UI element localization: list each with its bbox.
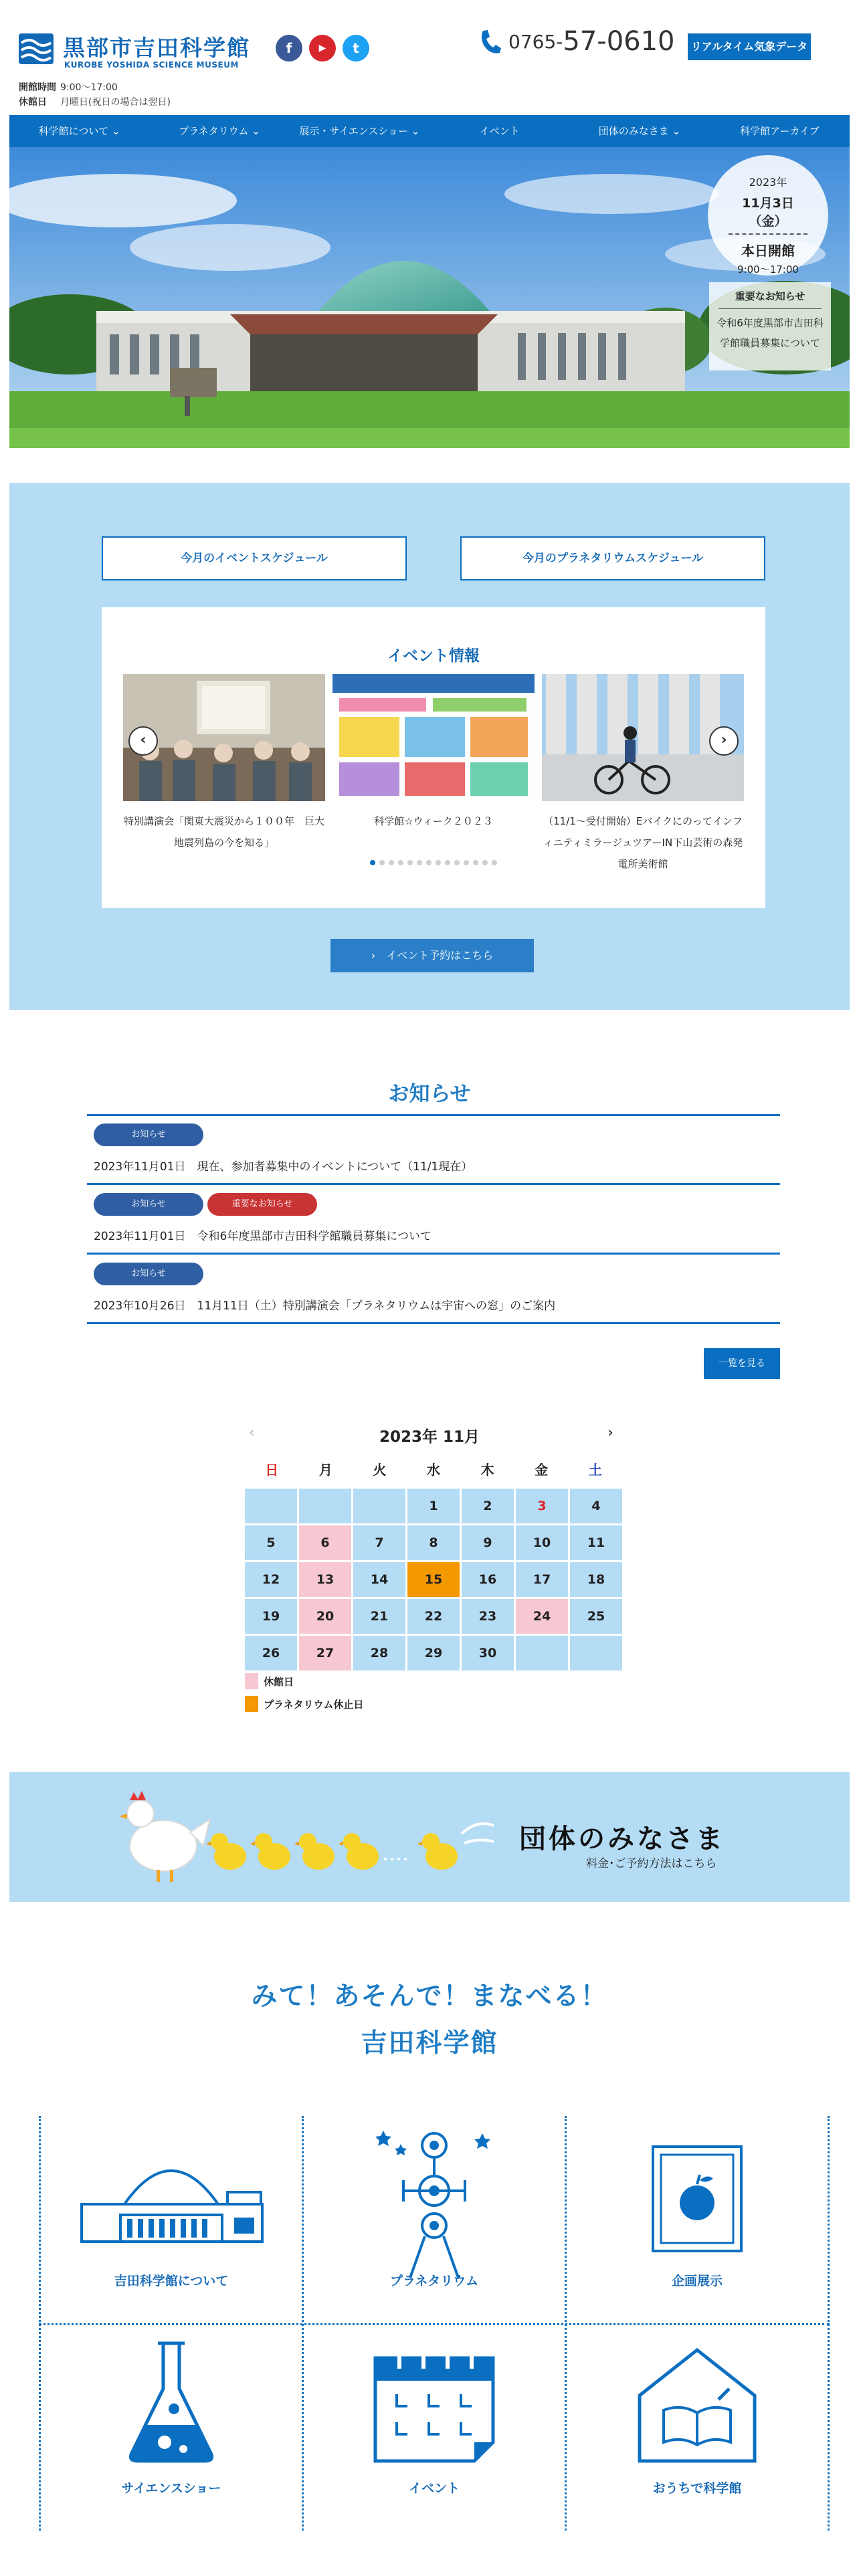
tile-label: 企画展示 <box>671 2274 723 2288</box>
news-text: 2023年11月01日 現在、参加者募集中のイベントについて（11/1現在） <box>94 1160 473 1174</box>
news-text: 2023年11月01日 令和6年度黒部市吉田科学館職員募集について <box>94 1230 432 1243</box>
legend-plan-label: プラネタリウム休止日 <box>264 1698 364 1711</box>
calendar-day: 27 <box>299 1636 351 1671</box>
museum-icon <box>40 2117 302 2322</box>
carousel-dot[interactable] <box>398 860 403 865</box>
tile-label: プラネタリウム <box>389 2274 479 2288</box>
nav-about[interactable]: 科学館について ⌄ <box>38 125 120 137</box>
legend-closed-swatch <box>245 1673 258 1689</box>
news-tags <box>94 1193 317 1216</box>
calendar-title: 2023年 11月 <box>379 1428 480 1446</box>
news-item[interactable] <box>87 1185 780 1255</box>
notice-title: 重要なお知らせ <box>719 289 822 309</box>
news-more-button[interactable]: 一覧を見る <box>704 1348 780 1379</box>
carousel-dot[interactable] <box>464 860 469 865</box>
facebook-icon[interactable]: f <box>276 35 302 62</box>
calendar-day: 30 <box>462 1636 514 1671</box>
calendar-day: 26 <box>245 1636 297 1671</box>
news-tag: お知らせ <box>94 1263 203 1285</box>
calendar-day <box>245 1489 297 1523</box>
calendar-day: 24 <box>516 1599 568 1634</box>
closed-value: 月曜日(祝日の場合は翌日) <box>60 97 171 108</box>
calendar-weekdays <box>245 1458 622 1482</box>
group-banner[interactable] <box>9 1772 850 1902</box>
calendar-day: 18 <box>570 1562 622 1597</box>
calendar-day: 14 <box>353 1562 405 1597</box>
event-section-title: イベント情報 <box>387 647 480 665</box>
carousel-dot[interactable] <box>417 860 422 865</box>
tile-label: おうちで科学館 <box>652 2481 742 2496</box>
calendar-day: 19 <box>245 1599 297 1634</box>
legend-closed-label: 休館日 <box>264 1675 294 1688</box>
carousel-pagination <box>102 860 765 865</box>
news-item[interactable] <box>87 1115 780 1185</box>
calendar-day: 13 <box>299 1562 351 1597</box>
calendar-day: 11 <box>570 1525 622 1560</box>
calendar-weekday: 月 <box>318 1462 332 1478</box>
calendar-day: 10 <box>516 1525 568 1560</box>
calendar-weekday: 水 <box>427 1462 441 1478</box>
event-carousel <box>102 607 765 908</box>
slogan-line-2: 吉田科学館 <box>361 2028 498 2058</box>
calendar-prev-button[interactable]: ‹ <box>249 1424 255 1441</box>
calendar-next-button[interactable]: › <box>607 1424 613 1441</box>
group-subtitle: 料金･ご予約方法はこちら <box>586 1857 717 1870</box>
flask-icon <box>40 2325 302 2529</box>
phone-icon <box>479 28 502 55</box>
tile-events[interactable] <box>303 2325 565 2529</box>
calendar-day: 12 <box>245 1562 297 1597</box>
phone-number: 57-0610 <box>563 26 675 57</box>
phone-area-code: 0765- <box>508 30 563 53</box>
event-image <box>332 674 535 801</box>
legend-planetarium <box>245 1696 363 1712</box>
calendar-weekday: 火 <box>373 1462 387 1478</box>
calendar-day: 4 <box>570 1489 622 1523</box>
calendar-day: 28 <box>353 1636 405 1671</box>
calendar-day: 23 <box>462 1599 514 1634</box>
calendar-grid <box>245 1489 622 1671</box>
news-item[interactable] <box>87 1255 780 1324</box>
carousel-dot[interactable] <box>389 860 394 865</box>
carousel-dot[interactable] <box>426 860 432 865</box>
carousel-next-button[interactable]: › <box>709 726 739 756</box>
tile-exhibition[interactable] <box>566 2117 828 2322</box>
carousel-dot[interactable] <box>370 860 375 865</box>
badge-date: 11月3日（金） <box>729 193 807 235</box>
calendar-weekday: 日 <box>265 1462 279 1478</box>
calendar-day: 29 <box>407 1636 460 1671</box>
house-book-icon <box>566 2325 828 2529</box>
youtube-icon[interactable]: ▶ <box>309 35 336 62</box>
calendar-icon <box>303 2325 565 2529</box>
badge-time: 9:00〜17:00 <box>737 263 799 276</box>
event-booking-button[interactable]: › イベント予約はこちら <box>330 939 534 972</box>
important-notice-box <box>709 282 831 370</box>
calendar-day <box>299 1489 351 1523</box>
carousel-dot[interactable] <box>482 860 488 865</box>
nav-exhibits[interactable]: 展示・サイエンスショー ⌄ <box>299 125 420 137</box>
logo-wave-icon <box>19 31 55 67</box>
calendar-day: 17 <box>516 1562 568 1597</box>
badge-year: 2023年 <box>749 176 787 189</box>
nav-planetarium[interactable]: プラネタリウム ⌄ <box>179 125 260 137</box>
carousel-dot[interactable] <box>436 860 441 865</box>
tile-home-science[interactable] <box>566 2325 828 2529</box>
calendar-day: 3 <box>516 1489 568 1523</box>
calendar-day: 6 <box>299 1525 351 1560</box>
carousel-dot[interactable] <box>379 860 385 865</box>
site-logo[interactable] <box>19 31 266 70</box>
site-header <box>0 0 859 115</box>
carousel-dot[interactable] <box>473 860 478 865</box>
calendar-day: 20 <box>299 1599 351 1634</box>
weather-data-button[interactable]: リアルタイム気象データ <box>688 33 811 60</box>
calendar-weekday: 土 <box>588 1462 602 1478</box>
opening-info <box>19 80 171 110</box>
calendar-day: 25 <box>570 1599 622 1634</box>
news-tag: お知らせ <box>94 1123 203 1146</box>
calendar-day: 16 <box>462 1562 514 1597</box>
tile-planetarium[interactable] <box>303 2117 565 2322</box>
calendar-day: 8 <box>407 1525 460 1560</box>
event-schedule-button[interactable]: 今月のイベントスケジュール <box>102 536 407 580</box>
calendar-day: 15 <box>407 1562 460 1597</box>
event-caption: 特別講演会「関東大震災から１００年 巨大地震列島の今を知る」 <box>123 815 324 849</box>
carousel-dot[interactable] <box>445 860 450 865</box>
apple-frame-icon <box>566 2117 828 2322</box>
calendar-day: 5 <box>245 1525 297 1560</box>
tile-science-show[interactable] <box>40 2325 302 2529</box>
calendar-day: 22 <box>407 1599 460 1634</box>
hours-value: 9:00～17:00 <box>60 82 118 93</box>
news-tag: お知らせ <box>94 1193 203 1216</box>
calendar-day <box>570 1636 622 1671</box>
nav-events[interactable]: イベント <box>479 125 520 137</box>
news-tags <box>94 1263 203 1285</box>
group-title: 団体のみなさま <box>519 1824 725 1854</box>
news-tags <box>94 1123 203 1146</box>
twitter-icon[interactable]: t <box>343 35 369 62</box>
slogan-line-1: みて！あそんで！まなべる！ <box>251 1981 608 2012</box>
event-caption: 科学館☆ウィーク２０２３ <box>374 815 493 827</box>
calendar-weekday: 木 <box>480 1462 494 1478</box>
event-card[interactable] <box>542 674 744 875</box>
carousel-dot[interactable] <box>492 860 497 865</box>
calendar-day <box>353 1489 405 1523</box>
tile-label: 吉田科学館について <box>114 2274 229 2288</box>
legend-plan-swatch <box>245 1696 258 1712</box>
tile-label: イベント <box>408 2481 460 2496</box>
nav-groups[interactable]: 団体のみなさま ⌄ <box>598 125 681 137</box>
news-tag-important: 重要なお知らせ <box>207 1193 317 1216</box>
calendar-day: 1 <box>407 1489 460 1523</box>
calendar-day: 9 <box>462 1525 514 1560</box>
planetarium-schedule-button[interactable]: 今月のプラネタリウムスケジュール <box>460 536 765 580</box>
calendar-day: 21 <box>353 1599 405 1634</box>
news-text: 2023年10月26日 11月11日（土）特別講演会「プラネタリウムは宇宙への窓」のご案内 <box>94 1299 556 1313</box>
hours-label: 開館時間 <box>19 82 56 93</box>
event-card[interactable] <box>123 674 325 853</box>
main-nav <box>9 115 850 147</box>
closed-label: 休館日 <box>19 97 47 108</box>
carousel-prev-button[interactable]: ‹ <box>128 726 158 756</box>
logo-title: 黒部市吉田科学館 <box>63 35 250 61</box>
open-status-badge <box>708 155 828 276</box>
legend-closed <box>245 1673 294 1689</box>
nav-archive[interactable]: 科学館アーカイブ <box>740 125 820 137</box>
calendar-day <box>516 1636 568 1671</box>
carousel-dot[interactable] <box>454 860 460 865</box>
notice-link[interactable]: 令和6年度黒部市吉田科学館職員募集について <box>717 317 824 349</box>
carousel-dot[interactable] <box>407 860 413 865</box>
calendar-day: 2 <box>462 1489 514 1523</box>
tile-label: サイエンスショー <box>121 2481 221 2496</box>
badge-status: 本日開館 <box>741 243 795 259</box>
calendar-weekday: 金 <box>535 1462 549 1478</box>
news-section-title: お知らせ <box>388 1082 471 1106</box>
calendar-day: 7 <box>353 1525 405 1560</box>
logo-subtitle: KUROBE YOSHIDA SCIENCE MUSEUM <box>64 60 239 70</box>
phone-link[interactable] <box>479 25 675 58</box>
planetarium-projector-icon <box>303 2117 565 2322</box>
tile-about[interactable] <box>40 2117 302 2322</box>
event-card[interactable] <box>332 674 535 832</box>
event-caption: （11/1〜受付開始）EバイクにのってインフィニティミラージュツアーIN下山芸術の森発電所美術館 <box>543 815 743 870</box>
